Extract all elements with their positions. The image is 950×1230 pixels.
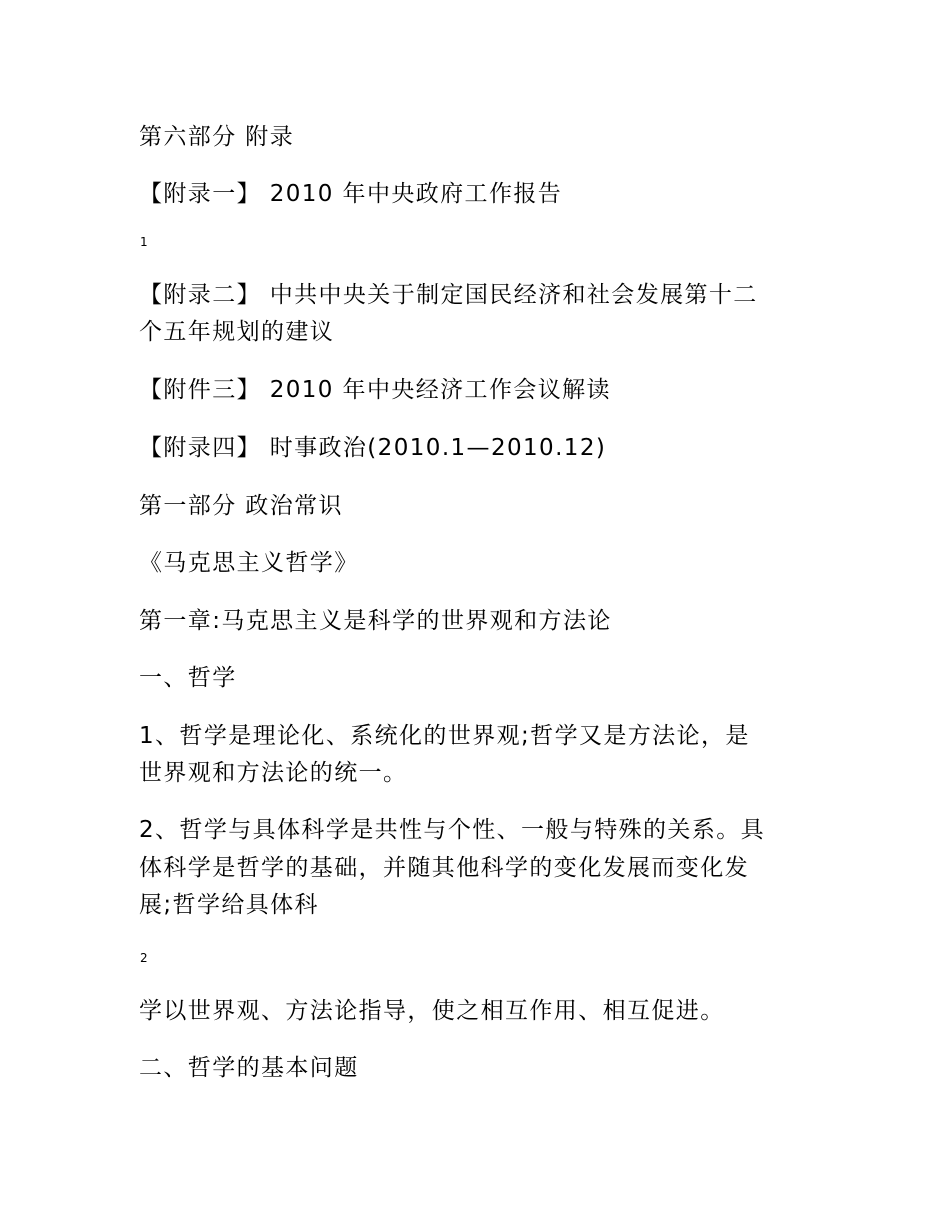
appendix-two-title-continued: 个五年规划的建议 [139, 319, 335, 345]
chapter-one-title: 第一章:马克思主义是科学的世界观和方法论 [139, 608, 612, 634]
paragraph-two-line-3: 展;哲学给具体科 [139, 892, 319, 918]
appendix-four-title: 【附录四】 时事政治(2010.1—2010.12) [139, 435, 607, 461]
appendix-two-title: 【附录二】 中共中央关于制定国民经济和社会发展第十二 [139, 282, 758, 308]
section-heading-part-six: 第六部分 附录 [139, 124, 295, 150]
paragraph-one-line-2: 世界观和方法论的统一。 [139, 760, 408, 786]
paragraph-one-line-1: 1、哲学是理论化、系统化的世界观;哲学又是方法论，是 [139, 723, 750, 749]
section-heading-part-one: 第一部分 政治常识 [139, 493, 343, 519]
attachment-three-title: 【附件三】 2010 年中央经济工作会议解读 [139, 377, 611, 403]
paragraph-two-line-1: 2、哲学与具体科学是共性与个性、一般与特殊的关系。具 [139, 817, 766, 843]
book-title: 《马克思主义哲学》 [139, 550, 359, 576]
page-number: 1 [140, 235, 148, 249]
subsection-philosophy: 一、哲学 [139, 665, 237, 691]
paragraph-two-continued: 学以世界观、方法论指导，使之相互作用、相互促进。 [139, 998, 725, 1024]
appendix-one-title: 【附录一】 2010 年中央政府工作报告 [139, 181, 563, 207]
paragraph-two-line-2: 体科学是哲学的基础，并随其他科学的变化发展而变化发 [139, 855, 749, 881]
page-number: 2 [140, 951, 148, 965]
subsection-basic-question: 二、哲学的基本问题 [139, 1055, 359, 1081]
